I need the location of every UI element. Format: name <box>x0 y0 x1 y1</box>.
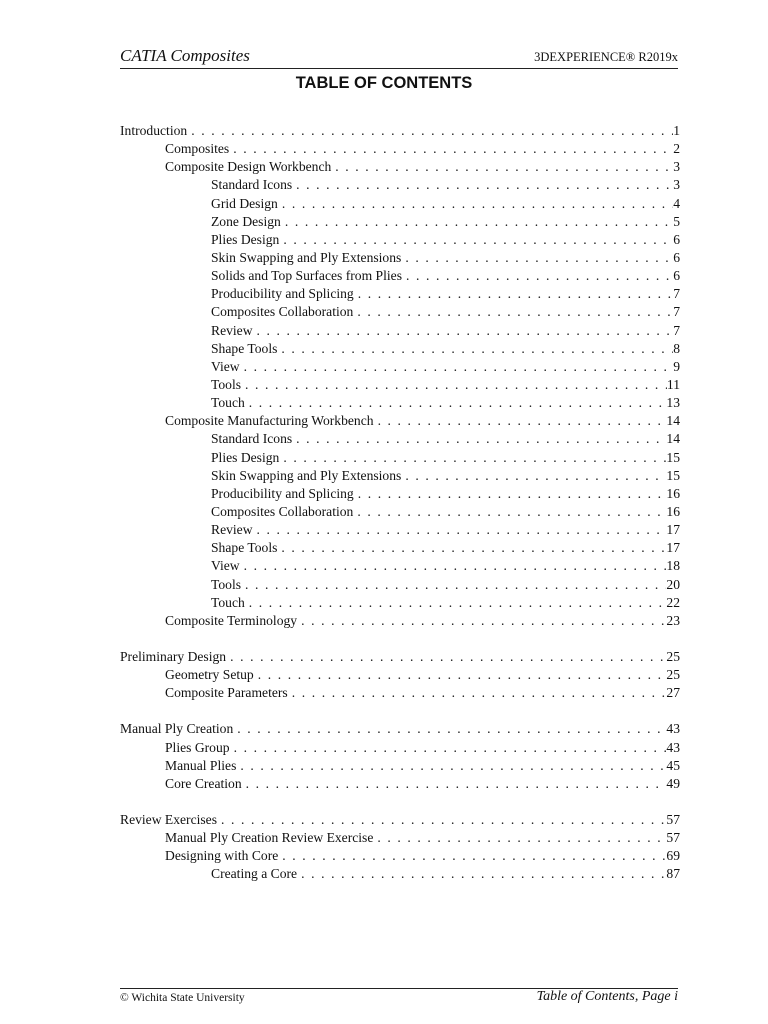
toc-entry-page: 7 <box>673 304 680 320</box>
dot-leader <box>279 232 673 248</box>
dot-leader <box>230 740 667 756</box>
toc-entry-label: Manual Ply Creation <box>120 721 234 737</box>
dot-leader <box>297 613 666 629</box>
dot-leader <box>401 250 673 266</box>
toc-entry-label: Plies Design <box>211 231 280 247</box>
toc-entry-label: Manual Plies <box>165 757 237 773</box>
toc-entry-page: 14 <box>666 413 680 429</box>
toc-entry[interactable] <box>120 595 680 613</box>
toc-entry[interactable] <box>120 468 680 486</box>
toc-entry-label: Core Creation <box>165 775 242 791</box>
toc-entry[interactable] <box>120 323 680 341</box>
page-title: TABLE OF CONTENTS <box>295 74 473 92</box>
toc-entry-page: 20 <box>666 576 680 592</box>
dot-leader <box>187 123 673 139</box>
toc-entry-page: 8 <box>673 340 680 356</box>
toc-entry-label: Producibility and Splicing <box>211 286 354 302</box>
page-footer <box>120 988 678 1011</box>
toc-entry[interactable] <box>120 721 680 739</box>
toc-entry[interactable] <box>120 141 680 159</box>
toc-entry-page: 6 <box>673 231 680 247</box>
dot-leader <box>236 758 666 774</box>
toc-entry-page: 15 <box>666 449 680 465</box>
toc-entry-page: 16 <box>666 485 680 501</box>
toc-entry[interactable] <box>120 359 680 377</box>
toc-entry-label: Skin Swapping and Ply Extensions <box>211 467 402 483</box>
toc-entry[interactable] <box>120 740 680 758</box>
dot-leader <box>245 395 667 411</box>
dot-leader <box>297 866 666 882</box>
toc-entry[interactable] <box>120 268 680 286</box>
toc-entry-page: 5 <box>673 213 680 229</box>
toc-entry-page: 57 <box>666 811 680 827</box>
toc-entry[interactable] <box>120 413 680 431</box>
toc-entry-label: Geometry Setup <box>165 667 254 683</box>
toc-entry[interactable] <box>120 214 680 232</box>
toc-entry-label: Standard Icons <box>211 431 293 447</box>
dot-leader <box>277 540 666 556</box>
toc-entry-page: 7 <box>673 322 680 338</box>
toc-entry-label: Review <box>211 322 253 338</box>
toc-entry-label: View <box>211 558 240 574</box>
toc-entry-page: 6 <box>673 268 680 284</box>
toc-entry-page: 57 <box>666 830 680 846</box>
toc-entry-label: Shape Tools <box>211 340 278 356</box>
toc-entry-page: 23 <box>666 612 680 628</box>
dot-leader <box>240 359 674 375</box>
toc-entry-label: Zone Design <box>211 213 281 229</box>
toc-entry[interactable] <box>120 649 680 667</box>
toc-entry-page: 17 <box>666 540 680 556</box>
toc-entry-label: Preliminary Design <box>120 648 227 664</box>
toc-entry-label: Composites <box>165 141 230 157</box>
toc-entry-page: 25 <box>666 667 680 683</box>
dot-leader <box>233 721 666 737</box>
toc-entry[interactable] <box>120 613 680 631</box>
toc-entry-page: 6 <box>673 249 680 265</box>
copyright-text: © Wichita State University <box>120 992 245 1004</box>
toc-entry-page: 13 <box>666 395 680 411</box>
toc-entry-page: 4 <box>673 195 680 211</box>
dot-leader <box>217 812 666 828</box>
toc-entry-page: 25 <box>666 648 680 664</box>
toc-entry[interactable] <box>120 431 680 449</box>
toc-entry-page: 2 <box>673 141 680 157</box>
toc-entry[interactable] <box>120 304 680 322</box>
toc-entry[interactable] <box>120 123 680 141</box>
dot-leader <box>353 304 673 320</box>
dot-leader <box>288 685 667 701</box>
toc-entry[interactable] <box>120 866 680 884</box>
toc-entry-page: 17 <box>666 522 680 538</box>
toc-entry-label: Composites Collaboration <box>211 304 354 320</box>
toc-entry[interactable] <box>120 758 680 776</box>
dot-leader <box>402 268 673 284</box>
toc-entry-page: 69 <box>666 848 680 864</box>
toc-entry-label: Grid Design <box>211 195 278 211</box>
dot-leader <box>354 486 667 502</box>
table-of-contents <box>120 123 680 884</box>
toc-entry-page: 43 <box>666 721 680 737</box>
toc-entry-page: 87 <box>666 866 680 882</box>
toc-entry[interactable] <box>120 159 680 177</box>
toc-entry-label: Review Exercises <box>120 811 218 827</box>
toc-entry[interactable] <box>120 450 680 468</box>
toc-entry-page: 9 <box>673 358 680 374</box>
dot-leader <box>278 848 666 864</box>
toc-entry[interactable] <box>120 848 680 866</box>
toc-entry-label: Designing with Core <box>165 848 279 864</box>
toc-entry[interactable] <box>120 558 680 576</box>
dot-leader <box>354 286 673 302</box>
toc-entry-label: Plies Design <box>211 449 280 465</box>
dot-leader <box>331 159 673 175</box>
toc-entry-page: 45 <box>666 757 680 773</box>
toc-entry-page: 14 <box>666 431 680 447</box>
dot-leader <box>292 431 666 447</box>
toc-entry-label: Creating a Core <box>211 866 298 882</box>
toc-entry-page: 16 <box>666 503 680 519</box>
toc-entry-page: 3 <box>673 177 680 193</box>
toc-entry-label: Tools <box>211 576 242 592</box>
dot-leader <box>240 558 667 574</box>
toc-entry[interactable] <box>120 286 680 304</box>
toc-entry-page: 27 <box>666 685 680 701</box>
toc-entry-label: Composite Parameters <box>165 685 288 701</box>
toc-entry[interactable] <box>120 232 680 250</box>
toc-entry[interactable] <box>120 540 680 558</box>
toc-entry-label: Manual Ply Creation Review Exercise <box>165 830 374 846</box>
toc-entry[interactable] <box>120 812 680 830</box>
dot-leader <box>254 667 667 683</box>
book-title: CATIA Composites <box>120 46 250 65</box>
toc-entry-label: View <box>211 358 240 374</box>
toc-entry-label: Introduction <box>120 123 188 138</box>
dot-leader <box>281 214 673 230</box>
dot-leader <box>241 377 667 393</box>
toc-entry[interactable] <box>120 395 680 413</box>
toc-entry-label: Shape Tools <box>211 540 278 556</box>
version-label: 3DEXPERIENCE® R2019x <box>534 50 678 64</box>
dot-leader <box>374 413 667 429</box>
toc-entry[interactable] <box>120 486 680 504</box>
toc-entry-label: Tools <box>211 376 242 392</box>
toc-entry[interactable] <box>120 196 680 214</box>
toc-entry[interactable] <box>120 250 680 268</box>
toc-entry-label: Skin Swapping and Ply Extensions <box>211 249 402 265</box>
page-number-label: Table of Contents, Page i <box>536 989 678 1004</box>
toc-entry-page: 7 <box>673 286 680 302</box>
toc-entry-label: Solids and Top Surfaces from Plies <box>211 268 402 284</box>
toc-entry-page: 43 <box>666 739 680 755</box>
toc-entry-label: Producibility and Splicing <box>211 485 354 501</box>
toc-entry-label: Composite Terminology <box>165 612 298 628</box>
dot-leader <box>353 504 666 520</box>
dot-leader <box>241 577 666 593</box>
toc-entry[interactable] <box>120 685 680 703</box>
dot-leader <box>253 522 667 538</box>
toc-entry-label: Composites Collaboration <box>211 503 354 519</box>
dot-leader <box>401 468 666 484</box>
toc-entry[interactable] <box>120 341 680 359</box>
toc-entry-label: Review <box>211 522 253 538</box>
toc-entry[interactable] <box>120 667 680 685</box>
toc-entry-label: Composite Design Workbench <box>165 159 332 175</box>
toc-entry[interactable] <box>120 504 680 522</box>
toc-entry-label: Standard Icons <box>211 177 293 193</box>
page-header <box>120 46 678 69</box>
toc-entry-label: Touch <box>211 594 245 610</box>
toc-entry-label: Plies Group <box>165 739 230 755</box>
toc-entry-label: Touch <box>211 395 245 411</box>
toc-entry-page: 3 <box>673 159 680 175</box>
dot-leader <box>242 776 667 792</box>
toc-entry[interactable] <box>120 577 680 595</box>
toc-entry-page: 49 <box>666 775 680 791</box>
toc-entry-label: Composite Manufacturing Workbench <box>165 413 374 429</box>
toc-entry-page: 18 <box>666 558 680 574</box>
toc-entry[interactable] <box>120 177 680 195</box>
dot-leader <box>373 830 666 846</box>
toc-entry-page: 1 <box>673 123 680 138</box>
dot-leader <box>279 450 666 466</box>
dot-leader <box>229 141 673 157</box>
dot-leader <box>278 196 673 212</box>
dot-leader <box>253 323 674 339</box>
toc-entry-page: 11 <box>666 376 680 392</box>
toc-entry-page: 15 <box>666 467 680 483</box>
toc-entry[interactable] <box>120 776 680 794</box>
toc-entry-page: 22 <box>666 594 680 610</box>
dot-leader <box>277 341 673 357</box>
dot-leader <box>226 649 666 665</box>
toc-entry[interactable] <box>120 830 680 848</box>
dot-leader <box>292 177 673 193</box>
dot-leader <box>245 595 667 611</box>
toc-entry[interactable] <box>120 377 680 395</box>
toc-entry[interactable] <box>120 522 680 540</box>
